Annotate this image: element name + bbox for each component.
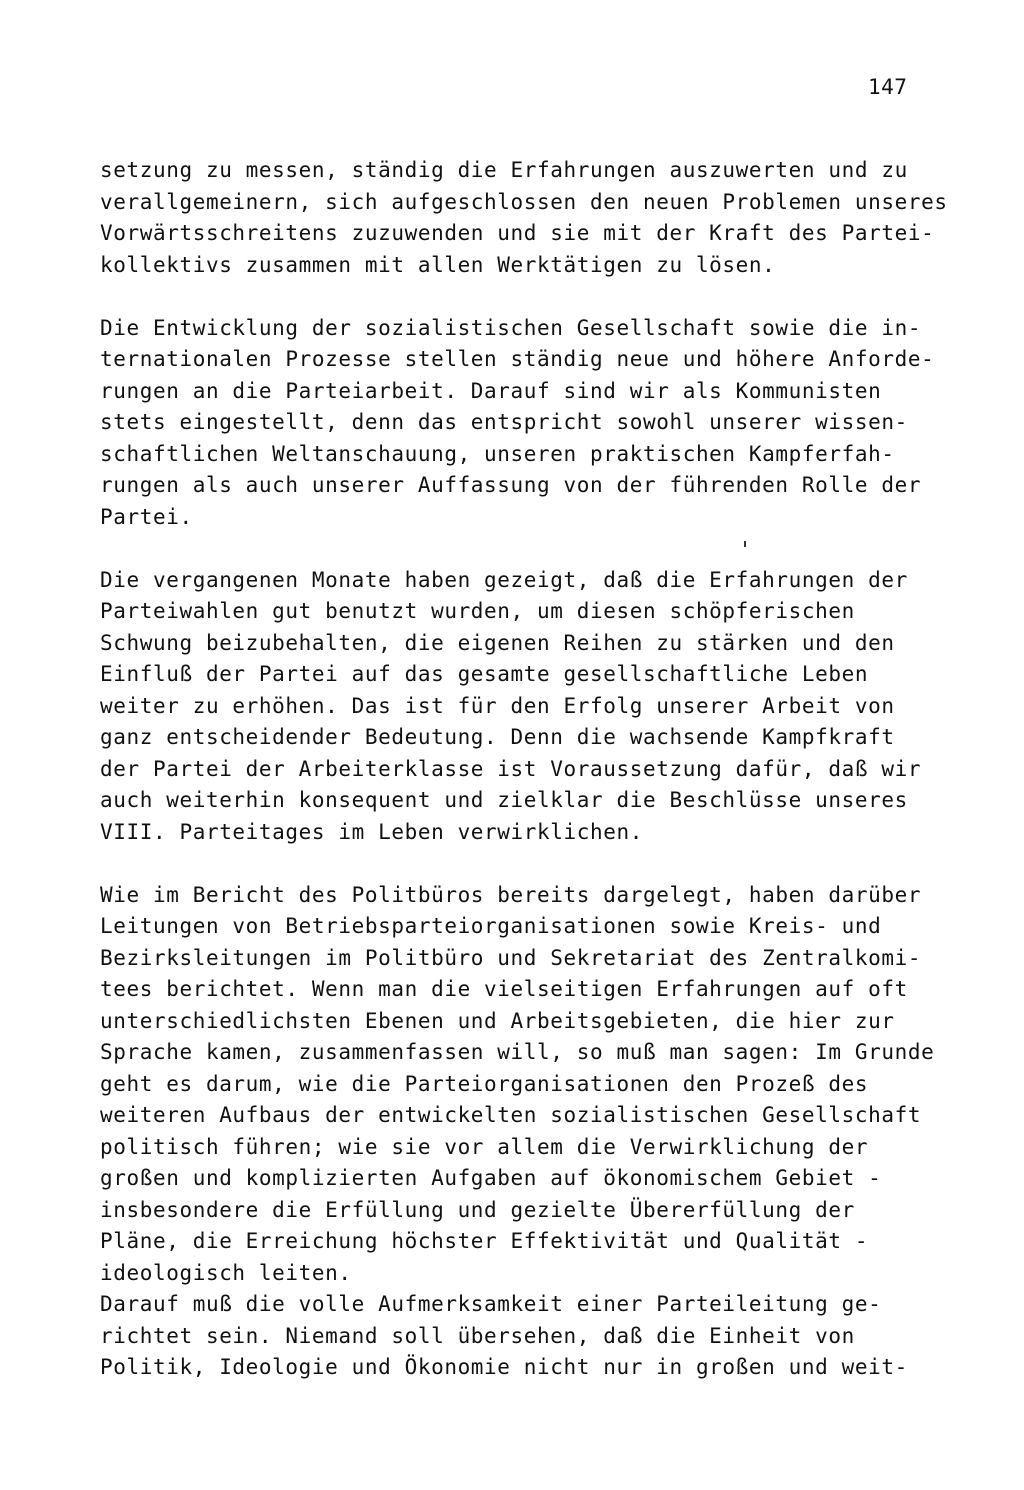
text-line: politisch führen; wie sie vor allem die Verwirklichung der <box>100 1134 869 1159</box>
text-line: Die Entwicklung der sozialistischen Gesellschaft sowie die in- <box>100 315 922 340</box>
text-line: stets eingestellt, denn das entspricht sowohl unserer wissen- <box>100 410 908 434</box>
paragraph-gap <box>100 281 930 313</box>
text-line: Einfluß der Partei auf das gesamte gesellschaftliche Leben <box>100 662 869 686</box>
text-line: ternationalen Prozesse stellen ständig neue und höhere Anforde- <box>100 347 935 371</box>
text-line: ganz entscheidender Bedeutung. Denn die wachsende Kampfkraft <box>100 725 895 749</box>
text-line: rungen an die Parteiarbeit. Darauf sind wir als Kommunisten <box>100 378 882 403</box>
text-line: verallgemeinern, sich aufgeschlossen den neuen Problemen unseres <box>100 189 948 214</box>
text-line: auch weiterhin konsequent und zielklar die Beschlüsse unseres <box>100 788 908 812</box>
text-line: Leitungen von Betriebsparteiorganisationen sowie Kreis- und <box>100 914 882 938</box>
paragraph-2 <box>100 313 935 534</box>
text-line: der Partei der Arbeiterklasse ist Voraussetzung dafür, daß wir <box>100 756 922 781</box>
text-line: Vorwärtsschreitens zuzuwenden und sie mit der Kraft des Partei- <box>100 221 935 245</box>
paragraph-3 <box>100 565 930 849</box>
text-line: weiter zu erhöhen. Das ist für den Erfolg unserer Arbeit von <box>100 693 895 718</box>
text-line: Darauf muß die volle Aufmerksamkeit einer Parteileitung ge- <box>100 1292 882 1316</box>
page-number: 147 <box>868 75 908 99</box>
text-line: großen und komplizierten Aufgaben auf ökonomischem Gebiet - <box>100 1166 882 1190</box>
text-line: rungen als auch unserer Auffassung von der führenden Rolle der <box>100 473 922 497</box>
scan-speck <box>744 541 746 547</box>
text-line: setzung zu messen, ständig die Erfahrungen auszuwerten und zu <box>100 158 908 182</box>
text-line: VIII. Parteitages im Leben verwirklichen. <box>100 819 643 844</box>
paragraph-1 <box>100 155 948 281</box>
paragraph-4 <box>100 880 935 1384</box>
text-line: Pläne, die Erreichung höchster Effektivität und Qualität - <box>100 1229 869 1253</box>
text-line: Schwung beizubehalten, die eigenen Reihen zu stärken und den <box>100 630 895 655</box>
text-line: unterschiedlichsten Ebenen und Arbeitsgebieten, die hier zur <box>100 1008 895 1033</box>
text-line: Partei. <box>100 504 193 529</box>
paragraph-gap <box>100 533 930 565</box>
body-text <box>100 155 948 1384</box>
text-line: kollektivs zusammen mit allen Werktätigen zu lösen. <box>100 252 776 277</box>
text-line: Politik, Ideologie und Ökonomie nicht nur in großen und weit- <box>100 1355 908 1379</box>
text-line: geht es darum, wie die Parteiorganisationen den Prozeß des <box>100 1071 869 1096</box>
text-line: Sprache kamen, zusammenfassen will, so muß man sagen: Im Grunde <box>100 1040 935 1064</box>
paragraph-gap <box>100 848 930 880</box>
text-line: richtet sein. Niemand soll übersehen, daß die Einheit von <box>100 1323 855 1348</box>
text-line: weiteren Aufbaus der entwickelten sozialistischen Gesellschaft <box>100 1103 922 1127</box>
text-line: Die vergangenen Monate haben gezeigt, daß die Erfahrungen der <box>100 567 908 592</box>
text-line: tees berichtet. Wenn man die vielseitigen Erfahrungen auf oft <box>100 977 908 1001</box>
text-line: Bezirksleitungen im Politbüro und Sekretariat des Zentralkomi- <box>100 945 922 970</box>
text-line: ideologisch leiten. <box>100 1260 352 1285</box>
text-line: Parteiwahlen gut benutzt wurden, um diesen schöpferischen <box>100 599 855 623</box>
text-line: insbesondere die Erfüllung und gezielte Übererfüllung der <box>100 1197 855 1222</box>
text-line: schaftlichen Weltanschauung, unseren praktischen Kampferfah- <box>100 441 895 466</box>
text-line: Wie im Bericht des Politbüros bereits dargelegt, haben darüber <box>100 882 922 907</box>
